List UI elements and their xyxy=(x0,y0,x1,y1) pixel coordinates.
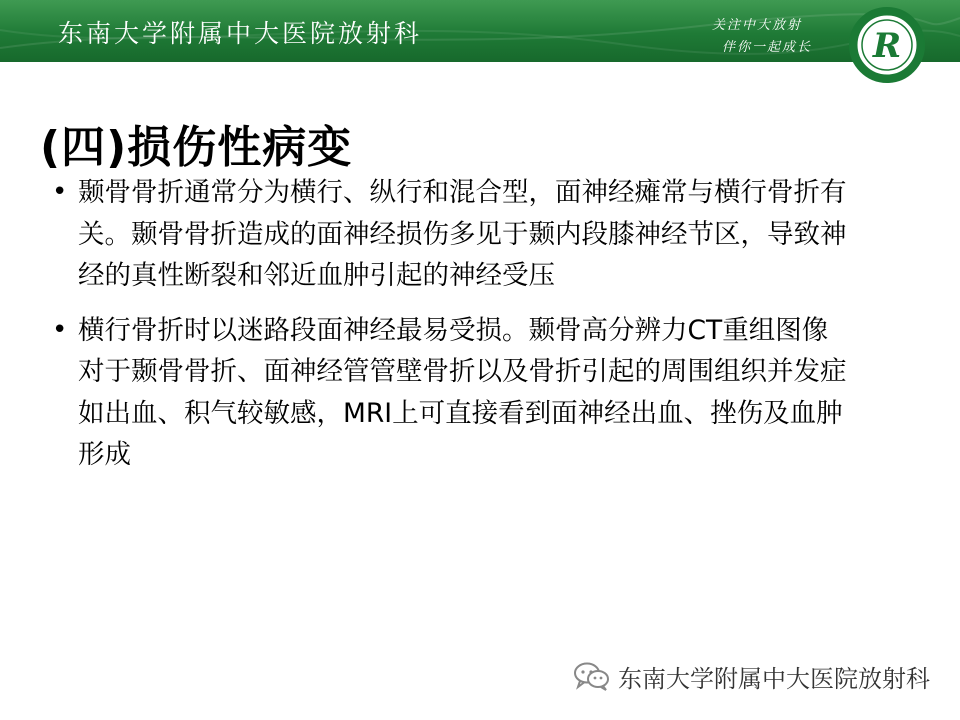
watermark-text: 东南大学附属中大医院放射科 xyxy=(618,664,930,693)
bullet-item xyxy=(52,172,852,297)
logo-letter: R xyxy=(872,26,902,66)
watermark xyxy=(572,658,930,694)
bullet-dot-icon: • xyxy=(52,314,68,345)
bullet-text: 颞骨骨折通常分为横行、纵行和混合型，面神经瘫常与横行骨折有关。颞骨骨折造成的面神经损伤多见于颞内段膝神经节区，导致神经的真性断裂和邻近血肿引起的神经受压 xyxy=(78,177,847,291)
slogan-line-1: 关注中大放射 xyxy=(712,18,803,33)
organization-name: 东南大学附属中大医院放射科 xyxy=(58,19,423,48)
wechat-icon xyxy=(572,660,612,692)
header-banner xyxy=(0,0,960,62)
bullet-text: 横行骨折时以迷路段面神经最易受损。颞骨高分辨力CT重组图像对于颞骨骨折、面神经管管壁骨折以及骨折引起的周围组织并发症如出血、积气较敏感，MRI上可直接看到面神经出血、挫伤及血肿形成 xyxy=(78,314,847,470)
slogan-line-2: 伴你一起成长 xyxy=(722,40,813,55)
hospital-r-logo-icon xyxy=(848,6,926,84)
bullet-item xyxy=(52,310,852,476)
bullet-dot-icon: • xyxy=(52,177,68,207)
slide-title: (四)损伤性病变 xyxy=(40,122,353,174)
bullet-list xyxy=(52,172,852,489)
